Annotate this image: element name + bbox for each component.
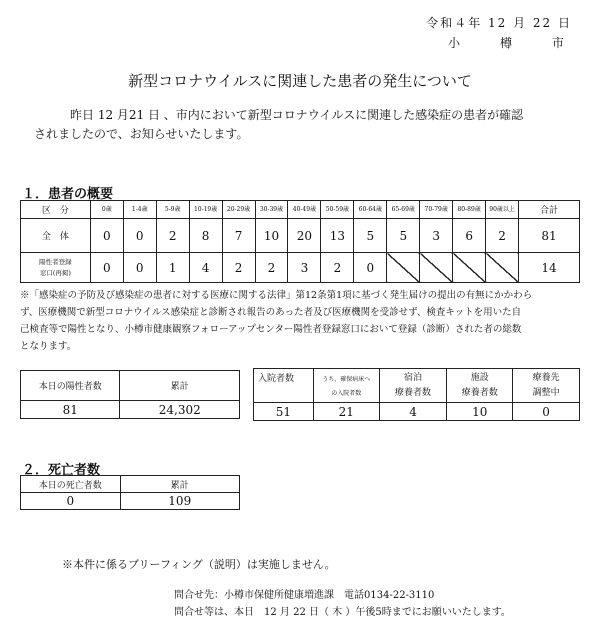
age-header: 0歳 [90, 201, 123, 219]
death-count-table [20, 475, 240, 510]
overall-cell: 8 [189, 219, 222, 253]
registration-cell: 2 [255, 253, 288, 283]
age-header: 20-29歳 [222, 201, 255, 219]
age-header: 80-89歳 [453, 201, 486, 219]
facility-label-line-1: 施設 [470, 372, 489, 383]
positive-count-table [20, 370, 240, 419]
overall-cell: 13 [321, 219, 354, 253]
hotel-label-line-1: 宿泊 [404, 372, 423, 383]
age-header: 90歳以上 [486, 201, 519, 219]
registration-cell: 0 [354, 253, 387, 283]
age-header: 65-69歳 [387, 201, 420, 219]
overall-cell: 5 [354, 219, 387, 253]
release-date: 令和４年 12 月 22 日 [426, 16, 572, 30]
age-header-row [21, 201, 580, 219]
overall-cell: 0 [90, 219, 123, 253]
diagonal-empty-cell [420, 253, 453, 283]
definition-note [20, 287, 582, 355]
overall-cell: 2 [156, 219, 189, 253]
overall-cell: 6 [453, 219, 486, 253]
registration-cell: 2 [321, 253, 354, 283]
diagonal-empty-cell [453, 253, 486, 283]
intro-line-1: 昨日 12 月21 日 、市内において新型コロナウイルスに関連した感染症の患者が確認 [70, 108, 524, 122]
registration-cell: 4 [189, 253, 222, 283]
care-status-table [253, 368, 580, 421]
facility-care-label [447, 369, 513, 403]
adjusting-label-line-1: 療養先 [532, 372, 560, 383]
age-header: 30-39歳 [255, 201, 288, 219]
note-line-2: ず、医療機関で新型コロナウイルス感染症と診断され報告のあった者及び医療機関を受診せず、検査キットを用いた自 [20, 307, 522, 318]
secured-bed-label [313, 369, 379, 403]
registration-cell: 2 [222, 253, 255, 283]
diagonal-empty-cell [486, 253, 519, 283]
adjusting-label [513, 369, 580, 403]
cumulative-death-value: 109 [120, 493, 239, 510]
overall-cell: 5 [387, 219, 420, 253]
overall-cell: 7 [222, 219, 255, 253]
registration-total: 14 [519, 253, 580, 283]
diagonal-empty-cell [387, 253, 420, 283]
age-group-table [20, 200, 580, 283]
overall-total: 81 [519, 219, 580, 253]
age-header: 70-79歳 [420, 201, 453, 219]
note-line-3: 己検査等で陽性となり、小樽市健康観察フォローアップセンター陽性者登録窓口において登録（診断）された者の総数 [20, 324, 522, 335]
briefing-notice: ※本件に係るブリーフィング（説明）は実施しません。 [62, 558, 336, 571]
cumulative-positive-value: 24,302 [120, 401, 240, 419]
section-heading-deaths: ２．死亡者数 [22, 463, 101, 478]
cumulative-death-label: 累計 [120, 476, 239, 493]
age-header: 10-19歳 [189, 201, 222, 219]
today-death-value: 0 [21, 493, 121, 510]
overall-cell: 0 [123, 219, 156, 253]
registration-cell: 0 [123, 253, 156, 283]
overall-cell: 10 [255, 219, 288, 253]
today-positive-value: 81 [21, 401, 120, 419]
facility-label-line-2: 療養者数 [461, 387, 498, 398]
facility-care-value: 10 [447, 403, 513, 421]
today-positive-label: 本日の陽性者数 [21, 371, 120, 401]
inquiry-deadline: 問合せ等は、本日 12 月 22 日（ 木 ）午後5時までにお願いいたします。 [174, 607, 511, 618]
secured-bed-value: 21 [313, 403, 379, 421]
note-line-4: となります。 [20, 341, 77, 352]
registration-label-line-2: 窓口(再掲) [39, 268, 71, 277]
admitted-value: 51 [254, 403, 314, 421]
age-header: 40-49歳 [288, 201, 321, 219]
overall-cell: 2 [486, 219, 519, 253]
admitted-label: 入院者数 [254, 369, 314, 403]
issuer-city: 小 樽 市 [447, 36, 578, 50]
registration-cell: 1 [156, 253, 189, 283]
registration-label-line-1: 陽性者登録 [39, 257, 72, 266]
section-heading-overview: １．患者の概要 [22, 187, 114, 202]
cumulative-positive-label: 累計 [120, 371, 240, 401]
secured-bed-label-line-1: うち、確保病床へ [322, 376, 371, 383]
hotel-care-label [379, 369, 447, 403]
document-title: 新型コロナウイルスに関連した患者の発生について [128, 72, 472, 90]
secured-bed-label-line-2: の入院者数 [331, 390, 362, 397]
intro-line-2: されましたので、お知らせいたします。 [34, 127, 249, 141]
contact-info: 問合せ先：小樽市保健所健康増進課 電話0134-22-3110 [174, 590, 435, 601]
registration-cell: 3 [288, 253, 321, 283]
age-header: 5-9歳 [156, 201, 189, 219]
registration-cell: 0 [90, 253, 123, 283]
adjusting-value: 0 [513, 403, 580, 421]
note-line-1: ※「感染症の予防及び感染症の患者に対する医療に関する法律」第12条第1項に基づく発生届けの提出の有無にかかわら [20, 290, 533, 301]
category-header: 区 分 [21, 201, 91, 219]
registration-row [21, 253, 580, 283]
age-header: 50-59歳 [321, 201, 354, 219]
today-death-label: 本日の死亡者数 [21, 476, 121, 493]
age-header: 1-4歳 [123, 201, 156, 219]
age-header: 60-64歳 [354, 201, 387, 219]
adjusting-label-line-2: 調整中 [532, 387, 560, 398]
hotel-care-value: 4 [379, 403, 447, 421]
overall-cell: 20 [288, 219, 321, 253]
overall-cell: 3 [420, 219, 453, 253]
total-header: 合計 [519, 201, 580, 219]
overall-row [21, 219, 580, 253]
hotel-label-line-2: 療養者数 [395, 387, 432, 398]
overall-row-label: 全 体 [21, 219, 91, 253]
registration-row-label [21, 253, 91, 283]
intro-paragraph [34, 106, 574, 144]
